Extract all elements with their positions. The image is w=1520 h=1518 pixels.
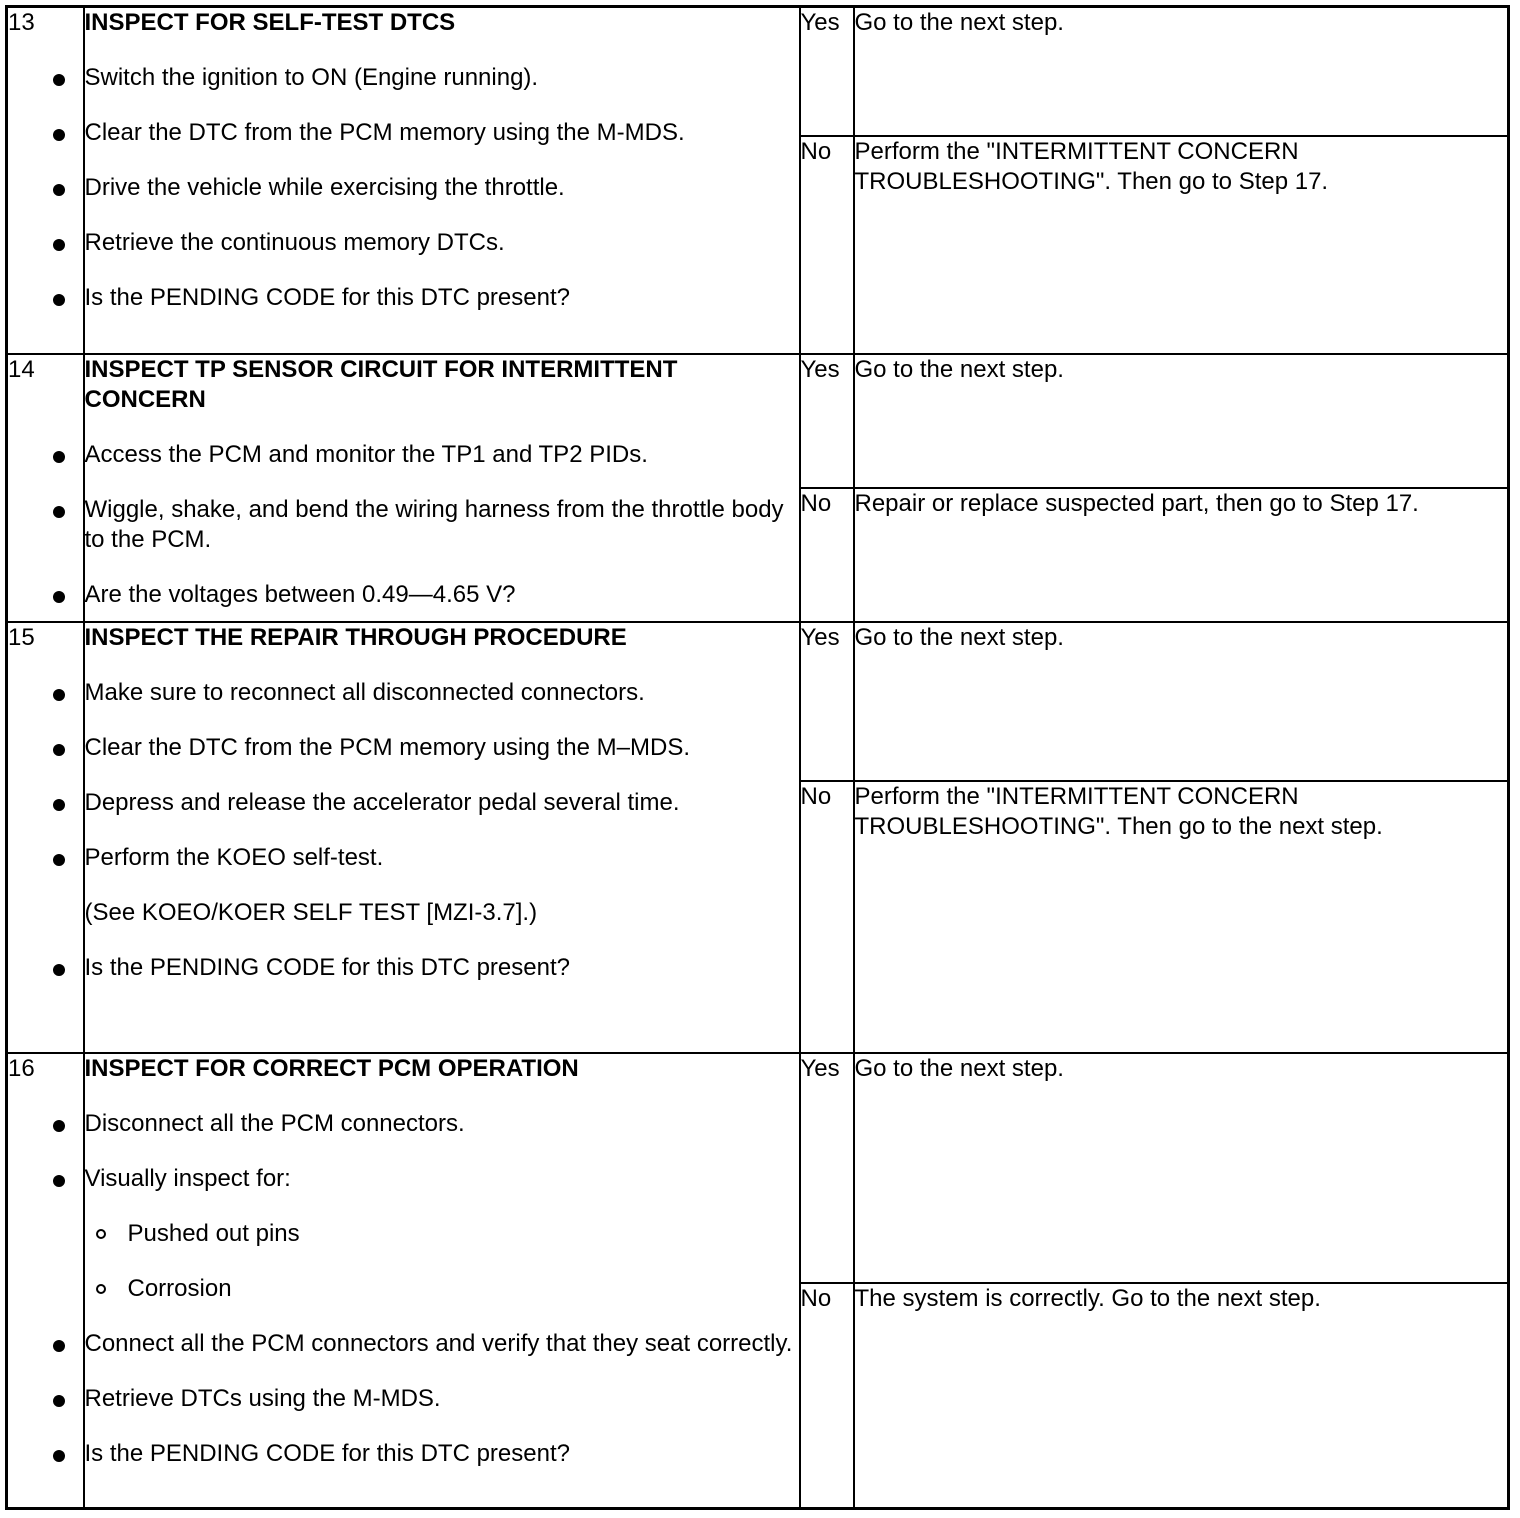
step-title: INSPECT FOR CORRECT PCM OPERATION <box>84 1054 579 1082</box>
bullet-icon <box>53 1120 65 1132</box>
step-13-yes-row <box>7 7 1509 136</box>
list-item: Wiggle, shake, and bend the wiring harness from the throttle body to the PCM. <box>85 495 799 555</box>
list-item: Perform the KOEO self-test. <box>85 843 799 873</box>
yes-label: Yes <box>800 622 854 781</box>
no-result: Repair or replace suspected part, then go to Step 17. <box>854 488 1509 622</box>
list-item: Is the PENDING CODE for this DTC present? <box>85 283 799 313</box>
no-label: No <box>800 1283 854 1509</box>
bullet-icon <box>53 854 65 866</box>
no-result: Perform the "INTERMITTENT CONCERN TROUBLESHOOTING". Then go to the next step. <box>854 781 1509 1053</box>
bullet-icon <box>53 506 65 518</box>
list-item: Access the PCM and monitor the TP1 and TP2 PIDs. <box>85 440 799 470</box>
step-actions <box>84 622 800 1053</box>
reference-note: (See KOEO/KOER SELF TEST [MZI-3.7].) <box>84 898 538 926</box>
diagnostic-procedure-table <box>5 5 1510 1510</box>
list-item: Visually inspect for: <box>85 1164 799 1194</box>
step-number: 13 <box>7 7 84 354</box>
bullet-icon <box>53 964 65 976</box>
bullet-icon <box>53 1175 65 1187</box>
yes-result: Go to the next step. <box>854 622 1509 781</box>
yes-label: Yes <box>800 7 854 136</box>
list-item: Is the PENDING CODE for this DTC present? <box>85 1439 799 1469</box>
yes-result: Go to the next step. <box>854 354 1509 488</box>
list-item: Drive the vehicle while exercising the throttle. <box>85 173 799 203</box>
step-title: INSPECT TP SENSOR CIRCUIT FOR INTERMITTENT CONCERN <box>84 355 678 413</box>
step-title: INSPECT FOR SELF-TEST DTCS <box>84 9 456 36</box>
step-actions <box>84 1053 800 1509</box>
list-item: Clear the DTC from the PCM memory using the M-MDS. <box>85 118 799 148</box>
no-label: No <box>800 781 854 1053</box>
yes-result: Go to the next step. <box>854 7 1509 136</box>
step-number: 16 <box>7 1053 84 1509</box>
step-14-yes-row <box>7 354 1509 488</box>
circle-bullet-icon <box>96 1284 106 1294</box>
yes-label: Yes <box>800 1053 854 1283</box>
bullet-icon <box>53 1450 65 1462</box>
yes-label: Yes <box>800 354 854 488</box>
sub-list-item: Pushed out pins <box>53 1219 799 1249</box>
bullet-icon <box>53 74 65 86</box>
list-item: Connect all the PCM connectors and verify that they seat correctly. <box>85 1329 799 1359</box>
list-item: Are the voltages between 0.49—4.65 V? <box>85 580 799 610</box>
circle-bullet-icon <box>96 1229 106 1239</box>
step-15-yes-row <box>7 622 1509 781</box>
list-item: Retrieve DTCs using the M-MDS. <box>85 1384 799 1414</box>
bullet-icon <box>53 1340 65 1352</box>
bullet-icon <box>53 744 65 756</box>
bullet-icon <box>53 451 65 463</box>
list-item: Retrieve the continuous memory DTCs. <box>85 228 799 258</box>
yes-result: Go to the next step. <box>854 1053 1509 1283</box>
bullet-icon <box>53 799 65 811</box>
list-item: Make sure to reconnect all disconnected connectors. <box>85 678 799 708</box>
step-number: 15 <box>7 622 84 1053</box>
bullet-icon <box>53 129 65 141</box>
no-result: Perform the "INTERMITTENT CONCERN TROUBLESHOOTING". Then go to Step 17. <box>854 136 1509 354</box>
list-item: Disconnect all the PCM connectors. <box>85 1109 799 1139</box>
step-title: INSPECT THE REPAIR THROUGH PROCEDURE <box>84 623 627 651</box>
step-16-yes-row <box>7 1053 1509 1283</box>
bullet-icon <box>53 184 65 196</box>
bullet-icon <box>53 689 65 701</box>
no-label: No <box>800 488 854 622</box>
list-item: Clear the DTC from the PCM memory using the M–MDS. <box>85 733 799 763</box>
bullet-icon <box>53 294 65 306</box>
list-item: Switch the ignition to ON (Engine running). <box>85 63 799 93</box>
list-item: Depress and release the accelerator pedal several time. <box>85 788 799 818</box>
list-item: Is the PENDING CODE for this DTC present? <box>85 953 799 983</box>
no-label: No <box>800 136 854 354</box>
step-number: 14 <box>7 354 84 622</box>
bullet-icon <box>53 591 65 603</box>
step-actions <box>84 354 800 622</box>
bullet-icon <box>53 1395 65 1407</box>
sub-list-item: Corrosion <box>53 1274 799 1304</box>
bullet-icon <box>53 239 65 251</box>
step-actions <box>84 7 800 354</box>
no-result: The system is correctly. Go to the next step. <box>854 1283 1509 1509</box>
